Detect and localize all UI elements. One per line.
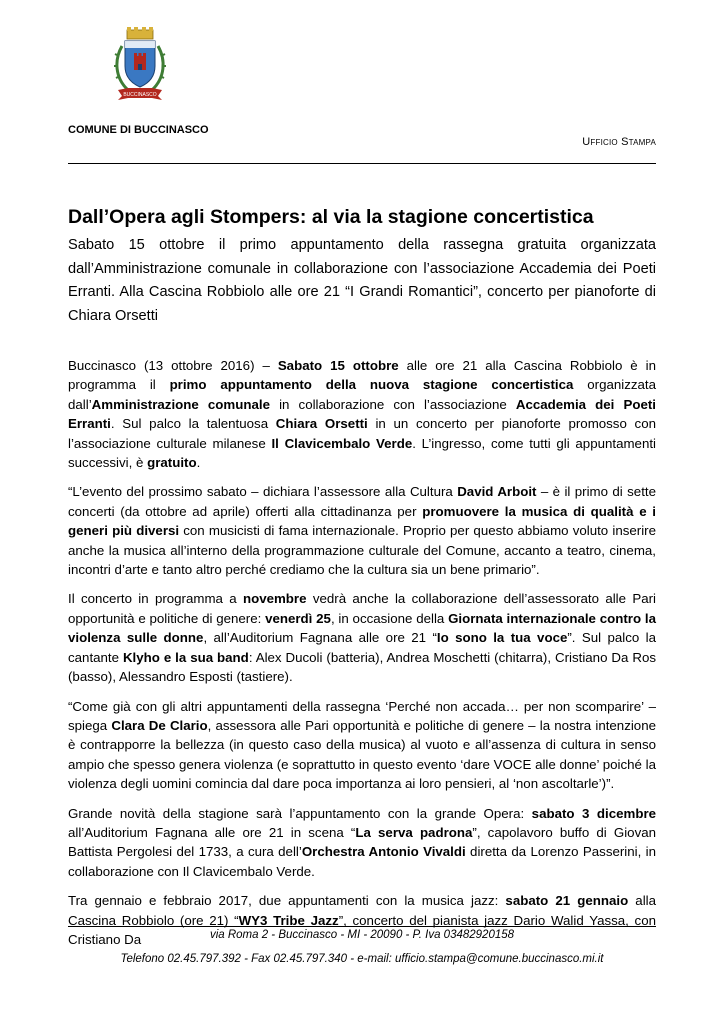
municipal-crest-icon bbox=[112, 26, 168, 102]
article-subtitle: Sabato 15 ottobre il primo appuntamento della rassegna gratuita organizzata dall’Amministrazione comunale in collaborazione con l’associazione Accademia dei Poeti Erranti. Alla Cascina Robbiolo alle ore 21 “I Grandi Romantici”, concerto per pianoforte di Chiara Orsetti bbox=[68, 237, 656, 324]
text-run: . Sul palco la talentuosa bbox=[110, 416, 276, 432]
article-paragraph bbox=[68, 482, 656, 579]
text-run: vedrà anche la collaborazione dell’assessorato alle Pari opportunità e politiche di genere: bbox=[68, 591, 656, 626]
bold-text: venerdì 25 bbox=[265, 610, 331, 626]
bold-text: Orchestra Antonio Vivaldi bbox=[301, 844, 466, 860]
text-run: . L’ingresso, come tutti gli appuntamenti successivi, è bbox=[68, 435, 656, 471]
bold-text: La serva padrona bbox=[355, 824, 473, 840]
crest-ribbon-text: BUCCINASCO bbox=[123, 92, 157, 99]
bold-text: David Arboit bbox=[457, 484, 537, 500]
article-title: Dall’Opera agli Stompers: al via la stagione concertistica bbox=[68, 206, 594, 228]
bold-text: Accademia dei Poeti Erranti bbox=[68, 396, 656, 432]
article-paragraph bbox=[68, 804, 656, 882]
text-run: Buccinasco (13 ottobre 2016) – bbox=[68, 358, 278, 373]
bold-text: primo appuntamento della nuova stagione concertistica bbox=[169, 377, 574, 393]
header-divider bbox=[68, 163, 656, 164]
bold-text: sabato 21 gennaio bbox=[505, 893, 629, 909]
municipality-name: COMUNE DI BUCCINASCO bbox=[68, 124, 209, 136]
text-run: ”, capolavoro buffo di Giovan Battista Pergolesi del 1733, a cura dell’ bbox=[68, 824, 657, 860]
text-run: “L’evento del prossimo sabato – dichiara l’assessore alla Cultura bbox=[68, 484, 458, 500]
text-run: , assessora alle Pari opportunità e politiche di genere – la nostra intenzione è contrapporre la bellezza (in questo caso della musica) al vuoto e all’assenza di cultura in senso ampio che spesso genera violenza (e soprattutto in questo evento ‘dare VOCE alle donne’ poiché la violenza degli uomini comincia dal dare poca importanza ai loro pensieri, al ‘non ascoltarle’)”. bbox=[68, 717, 656, 792]
text-run: Il concerto in programma a bbox=[68, 591, 243, 607]
article-paragraph bbox=[68, 589, 656, 686]
bold-text: Clara De Clario bbox=[111, 717, 208, 733]
bold-text: promuovere la musica di qualità e i generi più diversi bbox=[68, 503, 657, 539]
article-body bbox=[68, 204, 656, 959]
text-run: : Alex Ducoli (batteria), Andrea Moschetti (chitarra), Cristiano Da Ros (basso), Alessandro Esposti (tastiere). bbox=[68, 649, 656, 685]
text-run: – è il primo di sette concerti (da ottobre ad aprile) offerti alla cittadinanza per bbox=[68, 484, 656, 519]
bold-text: Giornata internazionale contro la violenza sulle donne bbox=[68, 610, 656, 646]
text-run: organizzata dall’ bbox=[68, 377, 656, 412]
footer-divider bbox=[68, 926, 656, 927]
text-run: in un concerto per pianoforte promosso con l’associazione culturale milanese bbox=[68, 416, 656, 451]
text-run: in collaborazione con l’associazione bbox=[269, 396, 516, 412]
text-run: “Come già con gli altri appuntamenti della rassegna ‘Perché non accada… per non scomparire’ – spiega bbox=[68, 698, 656, 733]
text-run: Tra gennaio e febbraio 2017, due appuntamenti con la musica jazz: bbox=[68, 893, 506, 909]
footer-address: via Roma 2 - Buccinasco - MI - 20090 - P. Iva 03482920158 bbox=[209, 929, 515, 941]
bold-text: Io sono la tua voce bbox=[436, 630, 568, 646]
text-run: Grande novità della stagione sarà l’appuntamento con la grande Opera: bbox=[68, 805, 532, 821]
text-run: diretta da Lorenzo Passerini, in collaborazione con Il Clavicembalo Verde. bbox=[68, 844, 656, 879]
text-run: all’Auditorium Fagnana alle ore 21 in scena “ bbox=[68, 824, 356, 840]
bold-text: Chiara Orsetti bbox=[275, 416, 368, 432]
bold-text: Klyho e la sua band bbox=[122, 649, 249, 665]
bold-text: Amministrazione comunale bbox=[91, 396, 270, 412]
bold-text: sabato 3 dicembre bbox=[531, 805, 657, 821]
article-paragraphs bbox=[68, 356, 656, 949]
text-run: alla Cascina Robbiolo (ore 21) “ bbox=[68, 893, 656, 928]
text-run: ”. Sul palco la cantante bbox=[68, 630, 656, 665]
text-run: . bbox=[196, 455, 201, 471]
press-office-label: Ufficio Stampa bbox=[582, 136, 656, 148]
text-run: alle ore 21 alla Cascina Robbiolo è in programma il bbox=[68, 358, 656, 393]
bold-text: WY3 Tribe Jazz bbox=[238, 912, 339, 928]
text-run: , in occasione della bbox=[330, 610, 449, 626]
article-paragraph bbox=[68, 697, 656, 794]
bold-text: novembre bbox=[242, 591, 307, 607]
text-run: con musicisti di fama internazionale. Proprio per questo abbiamo voluto inserire anche la musica all’interno della programmazione culturale del Comune, accanto a teatro, cinema, incontri d’arte e tanto altro perché crediamo che la cultura sia un bene primario”. bbox=[68, 523, 656, 578]
footer-contacts: Telefono 02.45.797.392 - Fax 02.45.797.340 - e-mail: ufficio.stampa@comune.buccinasco.mi.it bbox=[120, 953, 604, 965]
bold-text: gratuito bbox=[147, 455, 197, 471]
bold-text: Il Clavicembalo Verde bbox=[271, 435, 413, 451]
article-paragraph bbox=[68, 356, 656, 472]
text-run: , all’Auditorium Fagnana alle ore 21 “ bbox=[203, 630, 437, 646]
bold-text: Sabato 15 ottobre bbox=[277, 358, 399, 373]
text-run: ”, concerto del pianista jazz Dario Walid Yassa, con Cristiano Da bbox=[68, 912, 656, 947]
